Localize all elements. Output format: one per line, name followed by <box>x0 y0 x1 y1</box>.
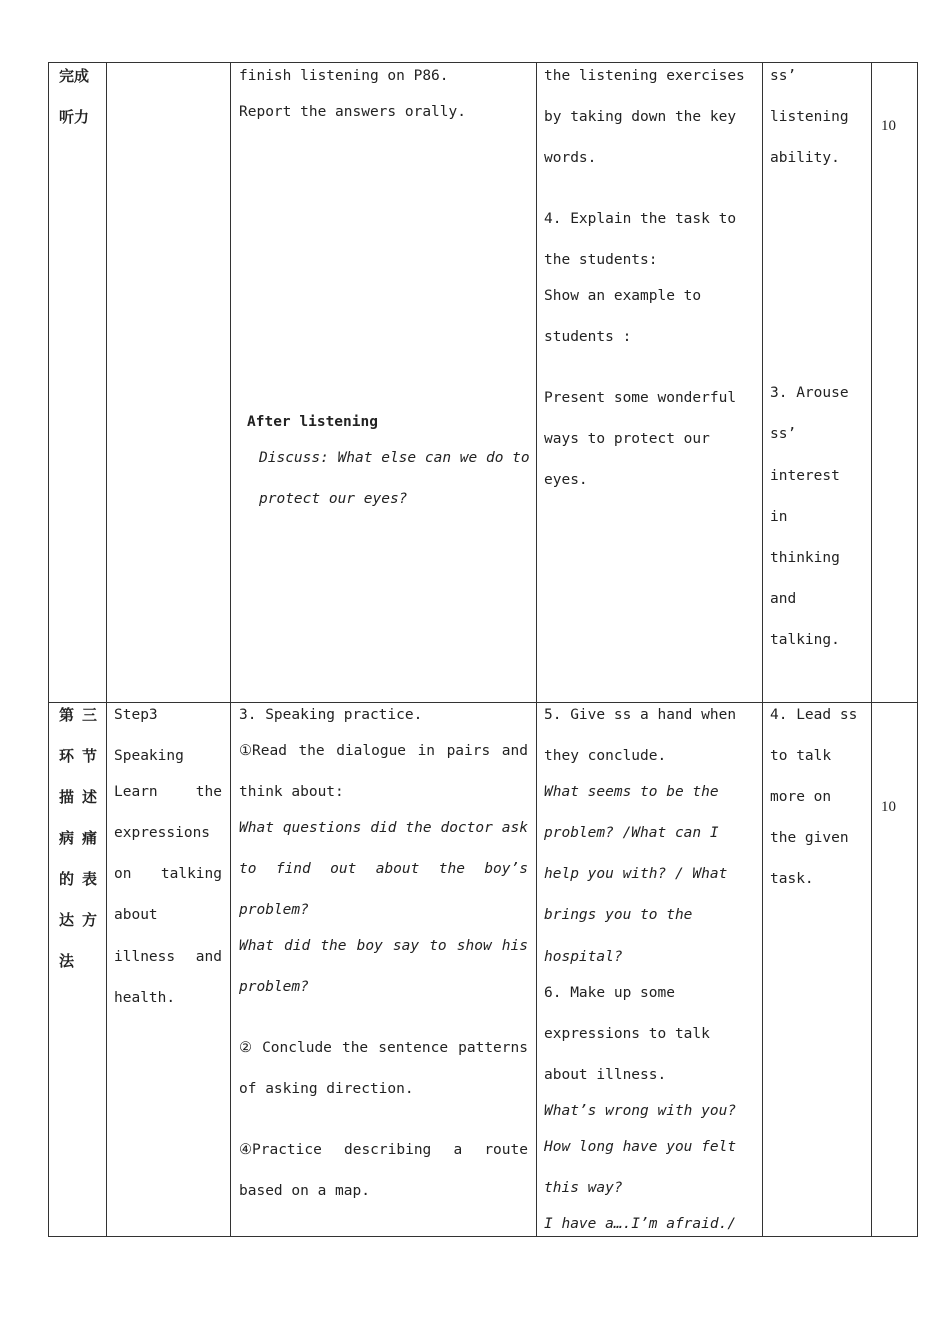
row2-stage-cell <box>49 702 106 1238</box>
purpose-line: listening <box>770 109 849 125</box>
activity-line: I have a….I’m afraid./ <box>544 1216 737 1232</box>
activity-line: Report the answers orally. <box>239 104 466 120</box>
activity-line: based on a map. <box>239 1183 370 1199</box>
stage-text: 完成 <box>59 67 90 85</box>
purpose-line: ss’ <box>770 426 797 442</box>
activity-line: students : <box>544 329 632 345</box>
activity-line: What questions did the doctor ask <box>239 820 528 836</box>
activity-line: help you with? / What <box>544 866 728 882</box>
activity-line: to find out about the boy’s <box>239 861 528 877</box>
purpose-line: interest <box>770 468 840 484</box>
activity-line: 4. Explain the task to <box>544 211 737 227</box>
activity-line: this way? <box>544 1180 623 1196</box>
row1-time-cell <box>871 63 919 702</box>
activity-line: ② Conclude the sentence patterns <box>239 1040 528 1056</box>
row2-purpose-cell <box>762 702 871 1238</box>
purpose-line: talking. <box>770 632 840 648</box>
activity-line: protect our eyes? <box>259 491 408 507</box>
activity-line: words. <box>544 150 597 166</box>
stage-text: 的 表 <box>59 870 97 888</box>
activity-line: What did the boy say to show his <box>239 938 528 954</box>
activity-line: How long have you felt <box>544 1139 737 1155</box>
step-line: expressions <box>114 825 211 841</box>
step-line: about <box>114 907 158 923</box>
activity-line: 5. Give ss a hand when <box>544 707 737 723</box>
activity-line: What seems to be the <box>544 784 719 800</box>
activity-line: finish listening on P86. <box>239 68 449 84</box>
step-line: Learn the <box>114 784 222 800</box>
row2-step-cell <box>106 702 230 1238</box>
activity-line: 3. Speaking practice. <box>239 707 423 723</box>
row2-teacher-activity-cell <box>536 702 762 1238</box>
purpose-line: ability. <box>770 150 840 166</box>
after-listening-heading: After listening <box>247 414 378 430</box>
purpose-line: ss’ <box>770 68 797 84</box>
purpose-line: thinking <box>770 550 840 566</box>
purpose-line: 4. Lead ss <box>770 707 858 723</box>
stage-text: 环 节 <box>59 747 97 765</box>
row1-step-cell <box>106 63 230 702</box>
activity-line: Discuss: What else can we do to <box>259 450 530 466</box>
activity-line: ①Read the dialogue in pairs and <box>239 743 528 759</box>
activity-line: the students: <box>544 252 658 268</box>
row1-teacher-activity-cell <box>536 63 762 702</box>
stage-text: 达 方 <box>59 911 97 929</box>
activity-line: the listening exercises <box>544 68 745 84</box>
time-value: 10 <box>881 118 896 134</box>
row2-student-activity-cell <box>230 702 536 1238</box>
lesson-plan-table <box>48 62 918 1237</box>
activity-line: Show an example to <box>544 288 702 304</box>
activity-line: problem? <box>239 979 309 995</box>
time-value: 10 <box>881 799 896 815</box>
stage-text: 描 述 <box>59 788 97 806</box>
stage-text: 病 痛 <box>59 829 97 847</box>
activity-line: about illness. <box>544 1067 667 1083</box>
purpose-line: the given <box>770 830 849 846</box>
purpose-line: 3. Arouse <box>770 385 849 401</box>
activity-line: ④Practice describing a route <box>239 1142 528 1158</box>
activity-line: Present some wonderful <box>544 390 737 406</box>
stage-text: 第 三 <box>59 706 97 724</box>
activity-line: ways to protect our <box>544 431 710 447</box>
purpose-line: task. <box>770 871 814 887</box>
purpose-line: and <box>770 591 797 607</box>
purpose-line: in <box>770 509 788 525</box>
row2-time-cell <box>871 702 919 1238</box>
activity-line: brings you to the <box>544 907 693 923</box>
activity-line: problem? <box>239 902 309 918</box>
step-line: Step3 <box>114 707 158 723</box>
step-line: health. <box>114 990 176 1006</box>
activity-line: eyes. <box>544 472 588 488</box>
stage-text: 听力 <box>59 108 90 126</box>
purpose-line: more on <box>770 789 832 805</box>
row1-student-activity-cell <box>230 63 536 702</box>
purpose-line: to talk <box>770 748 832 764</box>
step-line: Speaking <box>114 748 184 764</box>
activity-line: problem? /What can I <box>544 825 719 841</box>
row1-stage-cell <box>49 63 106 702</box>
activity-line: What’s wrong with you? <box>544 1103 737 1119</box>
row1-purpose-cell <box>762 63 871 702</box>
activity-line: of asking direction. <box>239 1081 414 1097</box>
activity-line: they conclude. <box>544 748 667 764</box>
activity-line: hospital? <box>544 949 623 965</box>
activity-line: think about: <box>239 784 344 800</box>
activity-line: by taking down the key <box>544 109 737 125</box>
stage-text: 法 <box>59 952 75 970</box>
step-line: illness and <box>114 949 222 965</box>
step-line: on talking <box>114 866 222 882</box>
activity-line: expressions to talk <box>544 1026 710 1042</box>
activity-line: 6. Make up some <box>544 985 675 1001</box>
